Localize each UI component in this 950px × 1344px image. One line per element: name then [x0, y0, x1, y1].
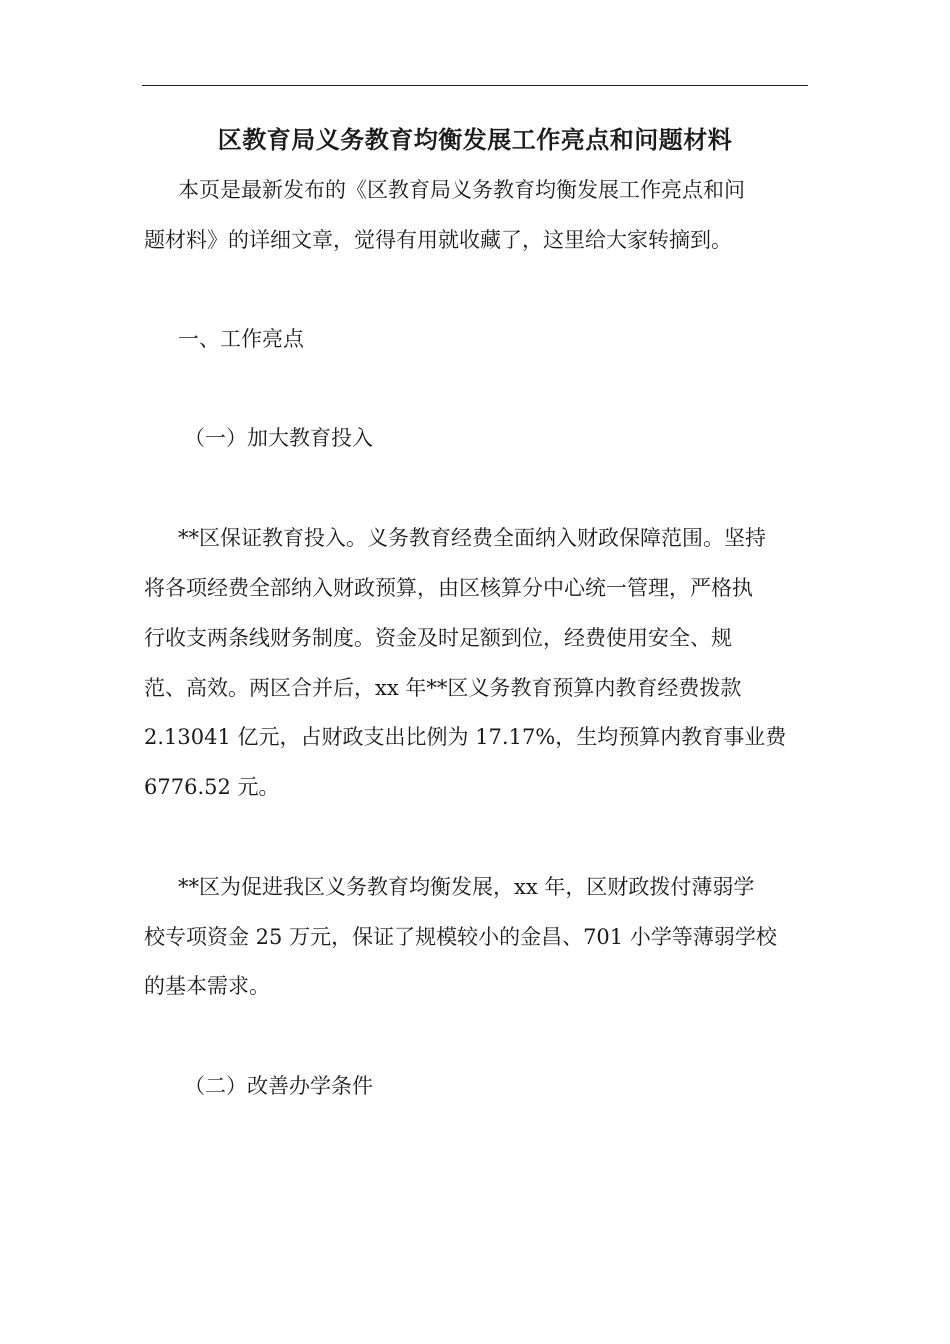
intro-line-2: 题材料》的详细文章，觉得有用就收藏了，这里给大家转摘到。	[144, 228, 732, 252]
paragraph-2-line-1: **区为促进我区义务教育均衡发展，xx 年，区财政拨付薄弱学	[178, 875, 755, 899]
paragraph-1-line-1: **区保证教育投入。义务教育经费全面纳入财政保障范围。坚持	[178, 526, 766, 550]
header-rule	[142, 85, 808, 86]
section-heading-work-highlights: 一、工作亮点	[178, 327, 304, 351]
subsection-heading-increase-investment: （一）加大教育投入	[184, 426, 373, 450]
document-title: 区教育局义务教育均衡发展工作亮点和问题材料	[217, 125, 733, 154]
paragraph-2-line-3: 的基本需求。	[144, 974, 270, 998]
paragraph-1-line-3: 行收支两条线财务制度。资金及时足额到位，经费使用安全、规	[144, 626, 732, 650]
paragraph-2-line-2: 校专项资金 25 万元，保证了规模较小的金昌、701 小学等薄弱学校	[144, 925, 777, 949]
intro-line-1: 本页是最新发布的《区教育局义务教育均衡发展工作亮点和问	[178, 178, 745, 202]
subsection-heading-improve-conditions: （二）改善办学条件	[184, 1074, 373, 1098]
paragraph-1-line-5: 2.13041 亿元，占财政支出比例为 17.17%，生均预算内教育事业费	[144, 725, 787, 749]
paragraph-1-line-4: 范、高效。两区合并后，xx 年**区义务教育预算内教育经费拨款	[144, 676, 742, 700]
paragraph-1-line-6: 6776.52 元。	[144, 775, 280, 799]
paragraph-1-line-2: 将各项经费全部纳入财政预算，由区核算分中心统一管理，严格执	[144, 576, 753, 600]
